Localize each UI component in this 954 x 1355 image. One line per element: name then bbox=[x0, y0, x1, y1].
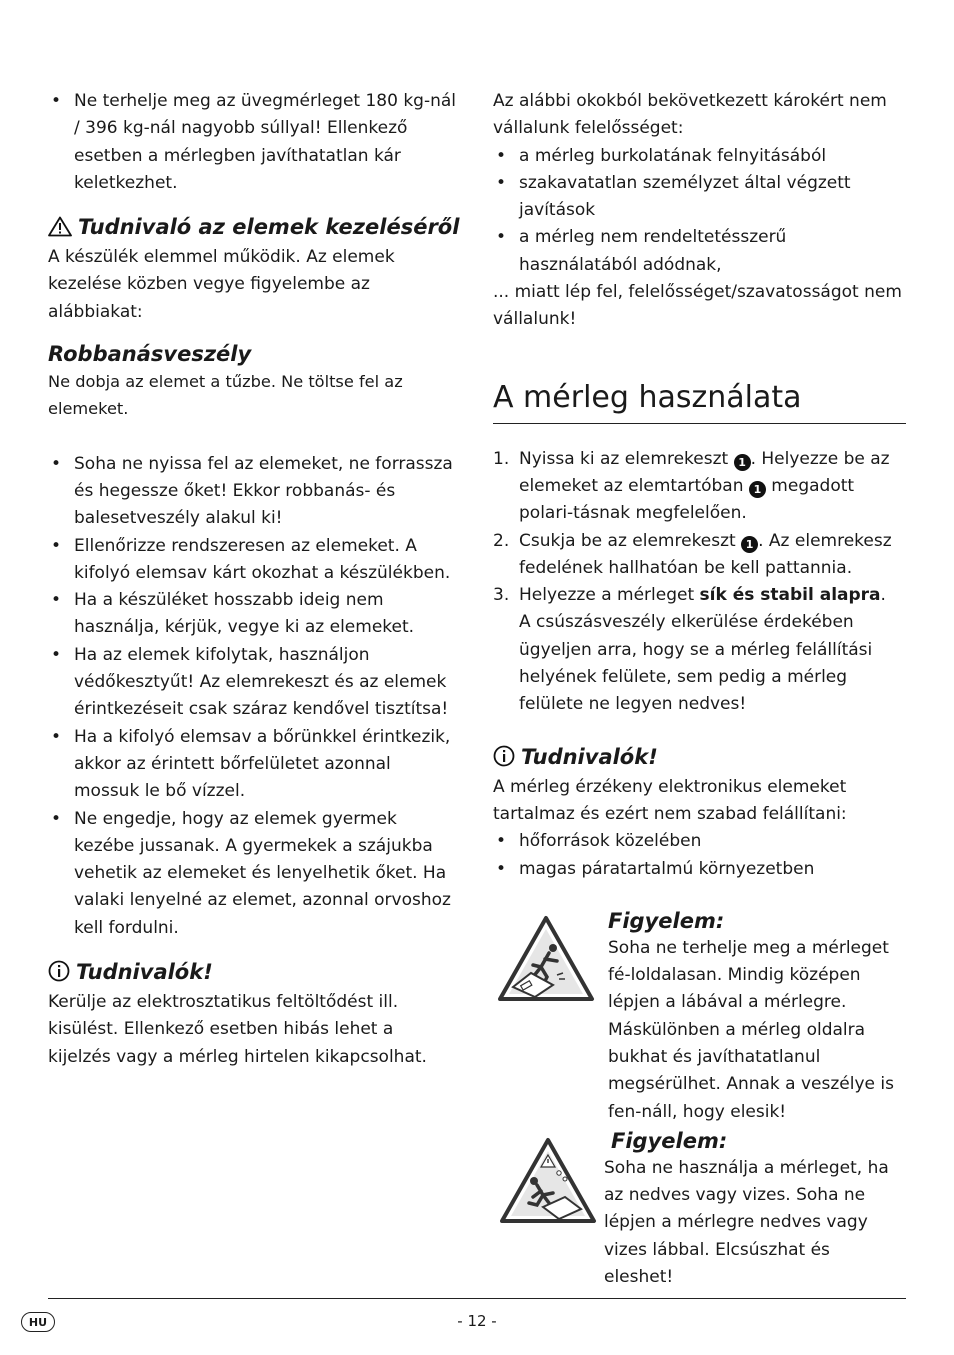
info-circle-icon bbox=[48, 960, 70, 989]
liability-outro: ... miatt lép fel, felelősséget/szavatosságot nem vállalunk! bbox=[493, 282, 902, 330]
tip-over-hazard-icon bbox=[497, 915, 595, 1003]
part-marker: 1 bbox=[734, 454, 751, 471]
list-item: • a mérleg nem rendeltetésszerű használatából adódnak, bbox=[493, 224, 906, 279]
info-text: Kerülje az elektrosztatikus feltöltődést ill. kisülést. Ellenkező esetben hibás lehet a kijelzés vagy a mérleg hirtelen kikapcsolhat. bbox=[48, 992, 427, 1067]
load-warning-list bbox=[48, 88, 460, 197]
warning-text: Soha ne terhelje meg a mérleget fé-loldalasan. Mindig középen lépjen a lábával a mérlegre. Máskülönben a mérleg oldalra bukhat és javíthatatlanul megsérülhet. Annak a veszélye is fen-náll, hogy elesik! bbox=[608, 937, 894, 1122]
info-list bbox=[493, 828, 906, 883]
part-marker: 1 bbox=[741, 536, 758, 553]
warning-block-unbalanced bbox=[493, 908, 906, 1122]
list-item: • magas páratartalmú környezetben bbox=[493, 856, 906, 883]
warning-triangle-icon bbox=[48, 216, 72, 244]
list-item: • Ha az elemek kifolytak, használjon védőkesztyűt! Az elemrekeszt és az elemek érintkezéseit csak száraz kendővel tisztítsa! bbox=[48, 642, 460, 724]
list-item: • hőforrások közelében bbox=[493, 828, 906, 855]
step-item: 3. Helyezze a mérleget sík és stabil alapra. A csúszásveszély elkerülése érdekében ügyeljen arra, hogy se a mérleg felállítási helyének felülete, sem pedig a mérleg felülete ne legyen nedves! bbox=[493, 585, 886, 715]
info-circle-icon bbox=[493, 745, 515, 774]
slip-hazard-icon bbox=[499, 1137, 597, 1225]
left-column bbox=[48, 88, 460, 1071]
battery-heading: Tudnivaló az elemek kezeléséről bbox=[48, 213, 460, 244]
explosion-heading: Robbanásveszély bbox=[48, 342, 252, 367]
step-item: 1. Nyissa ki az elemrekeszt 1 . Helyezze be az elemeket az elemtartóban 1 megadott polari-tásnak megfelelően. bbox=[493, 448, 890, 524]
list-item: • Ha a kifolyó elemsav a bőrünkkel érintkezik, akkor az érintett bőrfelületet azonnal mossuk le bő vízzel. bbox=[48, 724, 460, 806]
list-item: • a mérleg burkolatának felnyitásából bbox=[493, 143, 906, 170]
warning-text: Soha ne használja a mérleget, ha az nedves vagy vizes. Soha ne lépjen a mérlegre nedves vagy vizes lábbal. Elcsúszhat és eleshet! bbox=[604, 1157, 889, 1288]
page-number: - 12 - bbox=[457, 1312, 497, 1330]
liability-intro: Az alábbi okokból bekövetkezett károkért nem vállalunk felelősséget: bbox=[493, 91, 887, 139]
list-item: • Ha a készüléket hosszabb ideig nem használja, kérjük, vegye ki az elemeket. bbox=[48, 587, 460, 642]
footer-divider bbox=[48, 1298, 906, 1299]
info-heading: Tudnivalók! bbox=[48, 958, 460, 989]
warning-heading: Figyelem: bbox=[608, 908, 725, 933]
warning-block-wet bbox=[493, 1128, 906, 1288]
section-title: A mérleg használata bbox=[493, 378, 906, 424]
steps-list bbox=[493, 446, 906, 719]
warning-heading: Figyelem: bbox=[611, 1128, 728, 1153]
step-item: 2. Csukja be az elemrekeszt 1 . Az elemrekesz fedelének hallhatóan be kell pattannia. bbox=[493, 530, 892, 578]
battery-intro: A készülék elemmel működik. Az elemek kezelése közben vegye figyelembe az alábbiakat: bbox=[48, 247, 395, 322]
list-item: • Soha ne nyissa fel az elemeket, ne forrassza és hegessze őket! Ekkor robbanás- és balesetveszély alakul ki! bbox=[48, 451, 460, 533]
list-item: • szakavatatlan személyzet által végzett javítások bbox=[493, 170, 906, 225]
language-badge: HU bbox=[21, 1312, 55, 1332]
info-text: A mérleg érzékeny elektronikus elemeket tartalmaz és ezért nem szabad felállítani: bbox=[493, 776, 847, 824]
info-heading: Tudnivalók! bbox=[493, 743, 906, 774]
list-item: • Ellenőrizze rendszeresen az elemeket. A kifolyó elemsav kárt okozhat a készülékben. bbox=[48, 533, 460, 588]
part-marker: 1 bbox=[749, 481, 766, 498]
right-column bbox=[493, 88, 906, 1288]
battery-list bbox=[48, 451, 460, 942]
explosion-text: Ne dobja az elemet a tűzbe. Ne töltse fel az elemeket. bbox=[48, 372, 403, 419]
liability-list bbox=[493, 143, 906, 279]
list-item: • Ne terhelje meg az üvegmérleget 180 kg-nál / 396 kg-nál nagyobb súllyal! Ellenkező esetben a mérlegben javíthatatlan kár keletkezhet. bbox=[48, 88, 460, 197]
list-item: • Ne engedje, hogy az elemek gyermek kezébe jussanak. A gyermekek a szájukba vehetik az elemeket és lenyelhetik őket. Ha valaki lenyelné az elemet, azonnal orvoshoz kell fordulni. bbox=[48, 806, 460, 942]
